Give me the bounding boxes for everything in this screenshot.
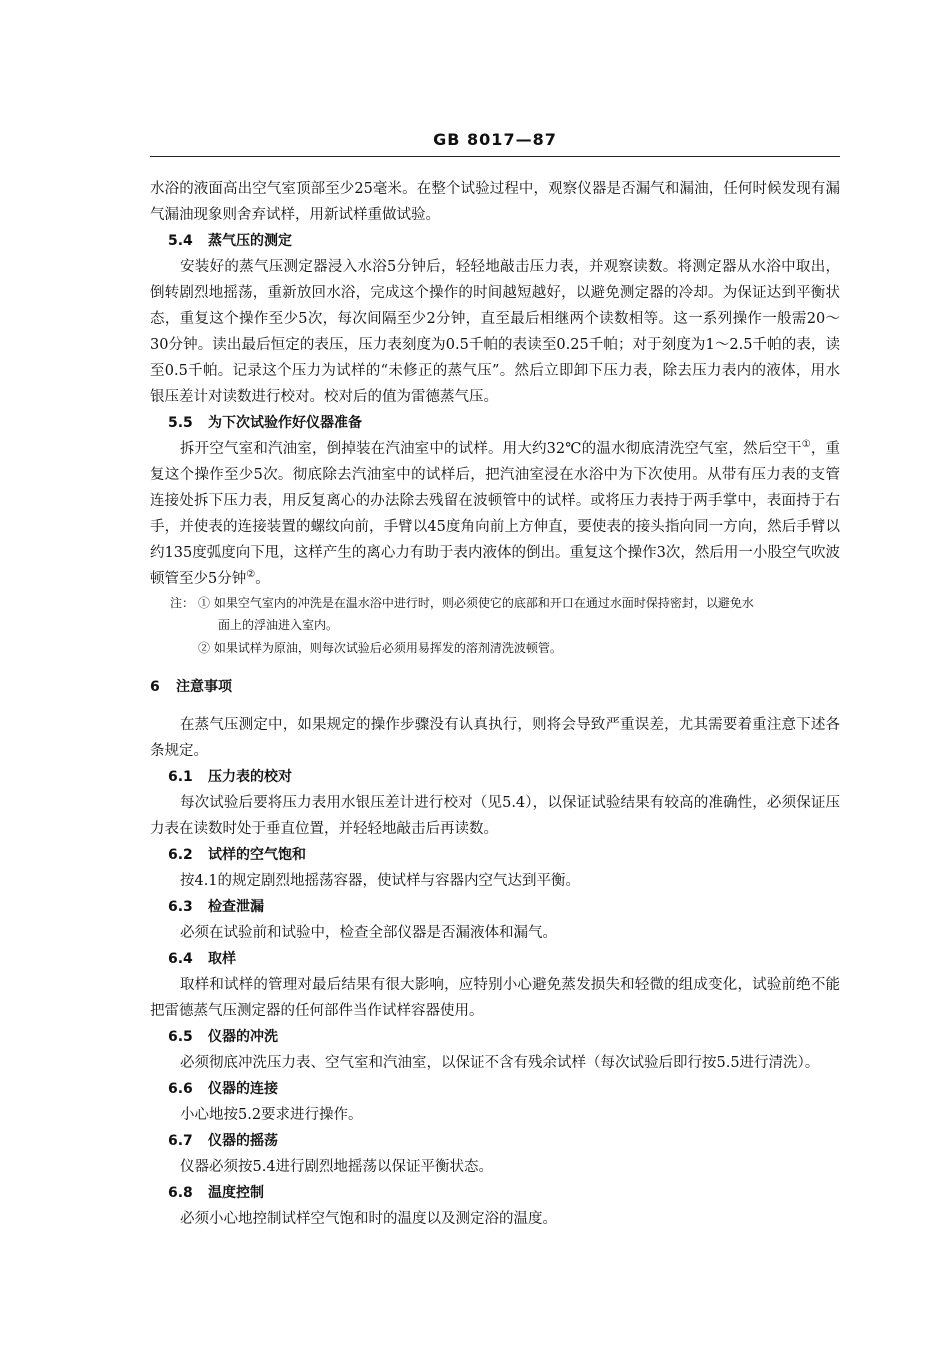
note-2	[150, 636, 840, 660]
intro-paragraph: 水浴的液面高出空气室顶部至少25毫米。在整个试验过程中，观察仪器是否漏气和漏油，任何时候发现有漏气漏油现象则舍弃试样，用新试样重做试验。	[150, 181, 840, 223]
text-part: 。	[255, 571, 270, 587]
section-6-3-text: 必须在试验前和试验中，检查全部仪器是否漏液体和漏气。	[180, 925, 557, 941]
section-6-2-text: 按4.1的规定剧烈地摇荡容器，使试样与容器内空气达到平衡。	[180, 873, 581, 889]
section-title: 蒸气压的测定	[208, 233, 292, 249]
section-title: 为下次试验作好仪器准备	[208, 415, 362, 431]
note-1	[150, 592, 840, 614]
section-number: 5.5	[168, 415, 193, 431]
section-title: 仪器的连接	[208, 1081, 278, 1097]
section-6-7-text: 仪器必须按5.4进行剧烈地摇荡以保证平衡状态。	[180, 1159, 494, 1175]
section-6-4-text: 取样和试样的管理对最后结果有很大影响，应特别小心避免蒸发损失和轻微的组成变化，试验前绝不能把雷德蒸气压测定器的任何部件当作试样容器使用。	[150, 977, 840, 1019]
note-mark: ①	[198, 596, 211, 610]
text-part: ，重复这个操作至少5次。彻底除去汽油室中的试样后，把汽油室浸在水浴中为下次使用。从带有压力表的支管连接处拆下压力表，用反复离心的办法除去残留在波顿管中的试样。或将压力表持于两手掌中，表面持于右手，并使表的连接装置的螺纹向前，手臂以45度角向前上方伸直，要使表的接头指向同一方向，然后手臂以约135度弧度向下甩，这样产生的离心力有助于表内液体的倒出。重复这个操作3次，然后用一小股空气吹波顿管至少5分钟	[150, 441, 841, 587]
section-6-6-text: 小心地按5.2要求进行操作。	[180, 1107, 363, 1123]
section-number: 6.5	[168, 1029, 193, 1045]
note-mark: ②	[198, 641, 211, 655]
section-6-7-heading	[150, 1128, 840, 1154]
note-1-continued: 面上的浮油进入室内。	[218, 618, 339, 632]
section-6-3-heading	[150, 894, 840, 920]
section-6-8-heading	[150, 1180, 840, 1206]
section-title: 压力表的校对	[208, 769, 292, 785]
note-label: 注：	[170, 596, 195, 610]
section-number: 6.4	[168, 951, 193, 967]
section-number: 6	[150, 679, 160, 695]
section-5-5-text	[150, 436, 840, 592]
section-title: 仪器的冲洗	[208, 1029, 278, 1045]
footnote-ref-1: ①	[801, 439, 811, 451]
section-5-4-heading	[150, 228, 840, 254]
section-5-4-text: 安装好的蒸气压测定器浸入水浴5分钟后，轻轻地敲击压力表，并观察读数。将测定器从水浴中取出，倒转剧烈地摇荡，重新放回水浴，完成这个操作的时间越短越好，以避免测定器的冷却。为保证达到平衡状态，重复这个操作至少5次，每次间隔至少2分钟，直至最后相继两个读数相等。这一系列操作一般需20～30分钟。读出最后恒定的表压，压力表刻度为0.5千帕的表读至0.25千帕；对于刻度为1～2.5千帕的表，读至0.5千帕。记录这个压力为试样的“未修正的蒸气压”。然后立即卸下压力表，除去压力表内的液体，用水银压差计对读数进行校对。校对后的值为雷德蒸气压。	[150, 259, 840, 405]
section-title: 取样	[208, 951, 236, 967]
section-number: 6.7	[168, 1133, 193, 1149]
section-6-2-heading	[150, 842, 840, 868]
section-6-8-text: 必须小心地控制试样空气饱和时的温度以及测定浴的温度。	[180, 1211, 557, 1227]
section-title: 注意事项	[176, 679, 232, 695]
section-title: 仪器的摇荡	[208, 1133, 278, 1149]
section-5-5-heading	[150, 410, 840, 436]
section-6-5-heading	[150, 1024, 840, 1050]
section-number: 6.2	[168, 847, 193, 863]
section-6-1-heading	[150, 764, 840, 790]
section-number: 6.3	[168, 899, 193, 915]
text-part: 拆开空气室和汽油室，倒掉装在汽油室中的试样。用大约32℃的温水彻底清洗空气室，然后空干	[180, 441, 802, 457]
header-rule	[150, 156, 840, 157]
section-number: 6.1	[168, 769, 193, 785]
section-number: 6.6	[168, 1081, 193, 1097]
section-6-5-text: 必须彻底冲洗压力表、空气室和汽油室，以保证不含有残余试样（每次试验后即行按5.5进行清洗）。	[180, 1055, 820, 1071]
section-6-heading	[150, 674, 840, 700]
section-6-1-text: 每次试验后要将压力表用水银压差计进行校对（见5.4），以保证试验结果有较高的准确性，必须保证压力表在读数时处于垂直位置，并轻轻地敲击后再读数。	[150, 795, 840, 837]
footnote-ref-2: ②	[246, 569, 256, 581]
section-number: 6.8	[168, 1185, 193, 1201]
note-text: 如果空气室内的冲洗是在温水浴中进行时，则必须使它的底部和开口在通过水面时保持密封，以避免水	[213, 596, 754, 610]
section-6-6-heading	[150, 1076, 840, 1102]
section-6-4-heading	[150, 946, 840, 972]
section-number: 5.4	[168, 233, 193, 249]
note-text: 如果试样为原油，则每次试验后必须用易挥发的溶剂清洗波顿管。	[213, 641, 562, 655]
page-content	[150, 176, 840, 1232]
section-title: 检查泄漏	[208, 899, 264, 915]
section-title: 试样的空气饱和	[208, 847, 306, 863]
section-title: 温度控制	[208, 1185, 264, 1201]
section-6-text: 在蒸气压测定中，如果规定的操作步骤没有认真执行，则将会导致严重误差，尤其需要着重注意下述各条规定。	[150, 717, 840, 759]
page-header: GB 8017—87	[433, 130, 557, 149]
